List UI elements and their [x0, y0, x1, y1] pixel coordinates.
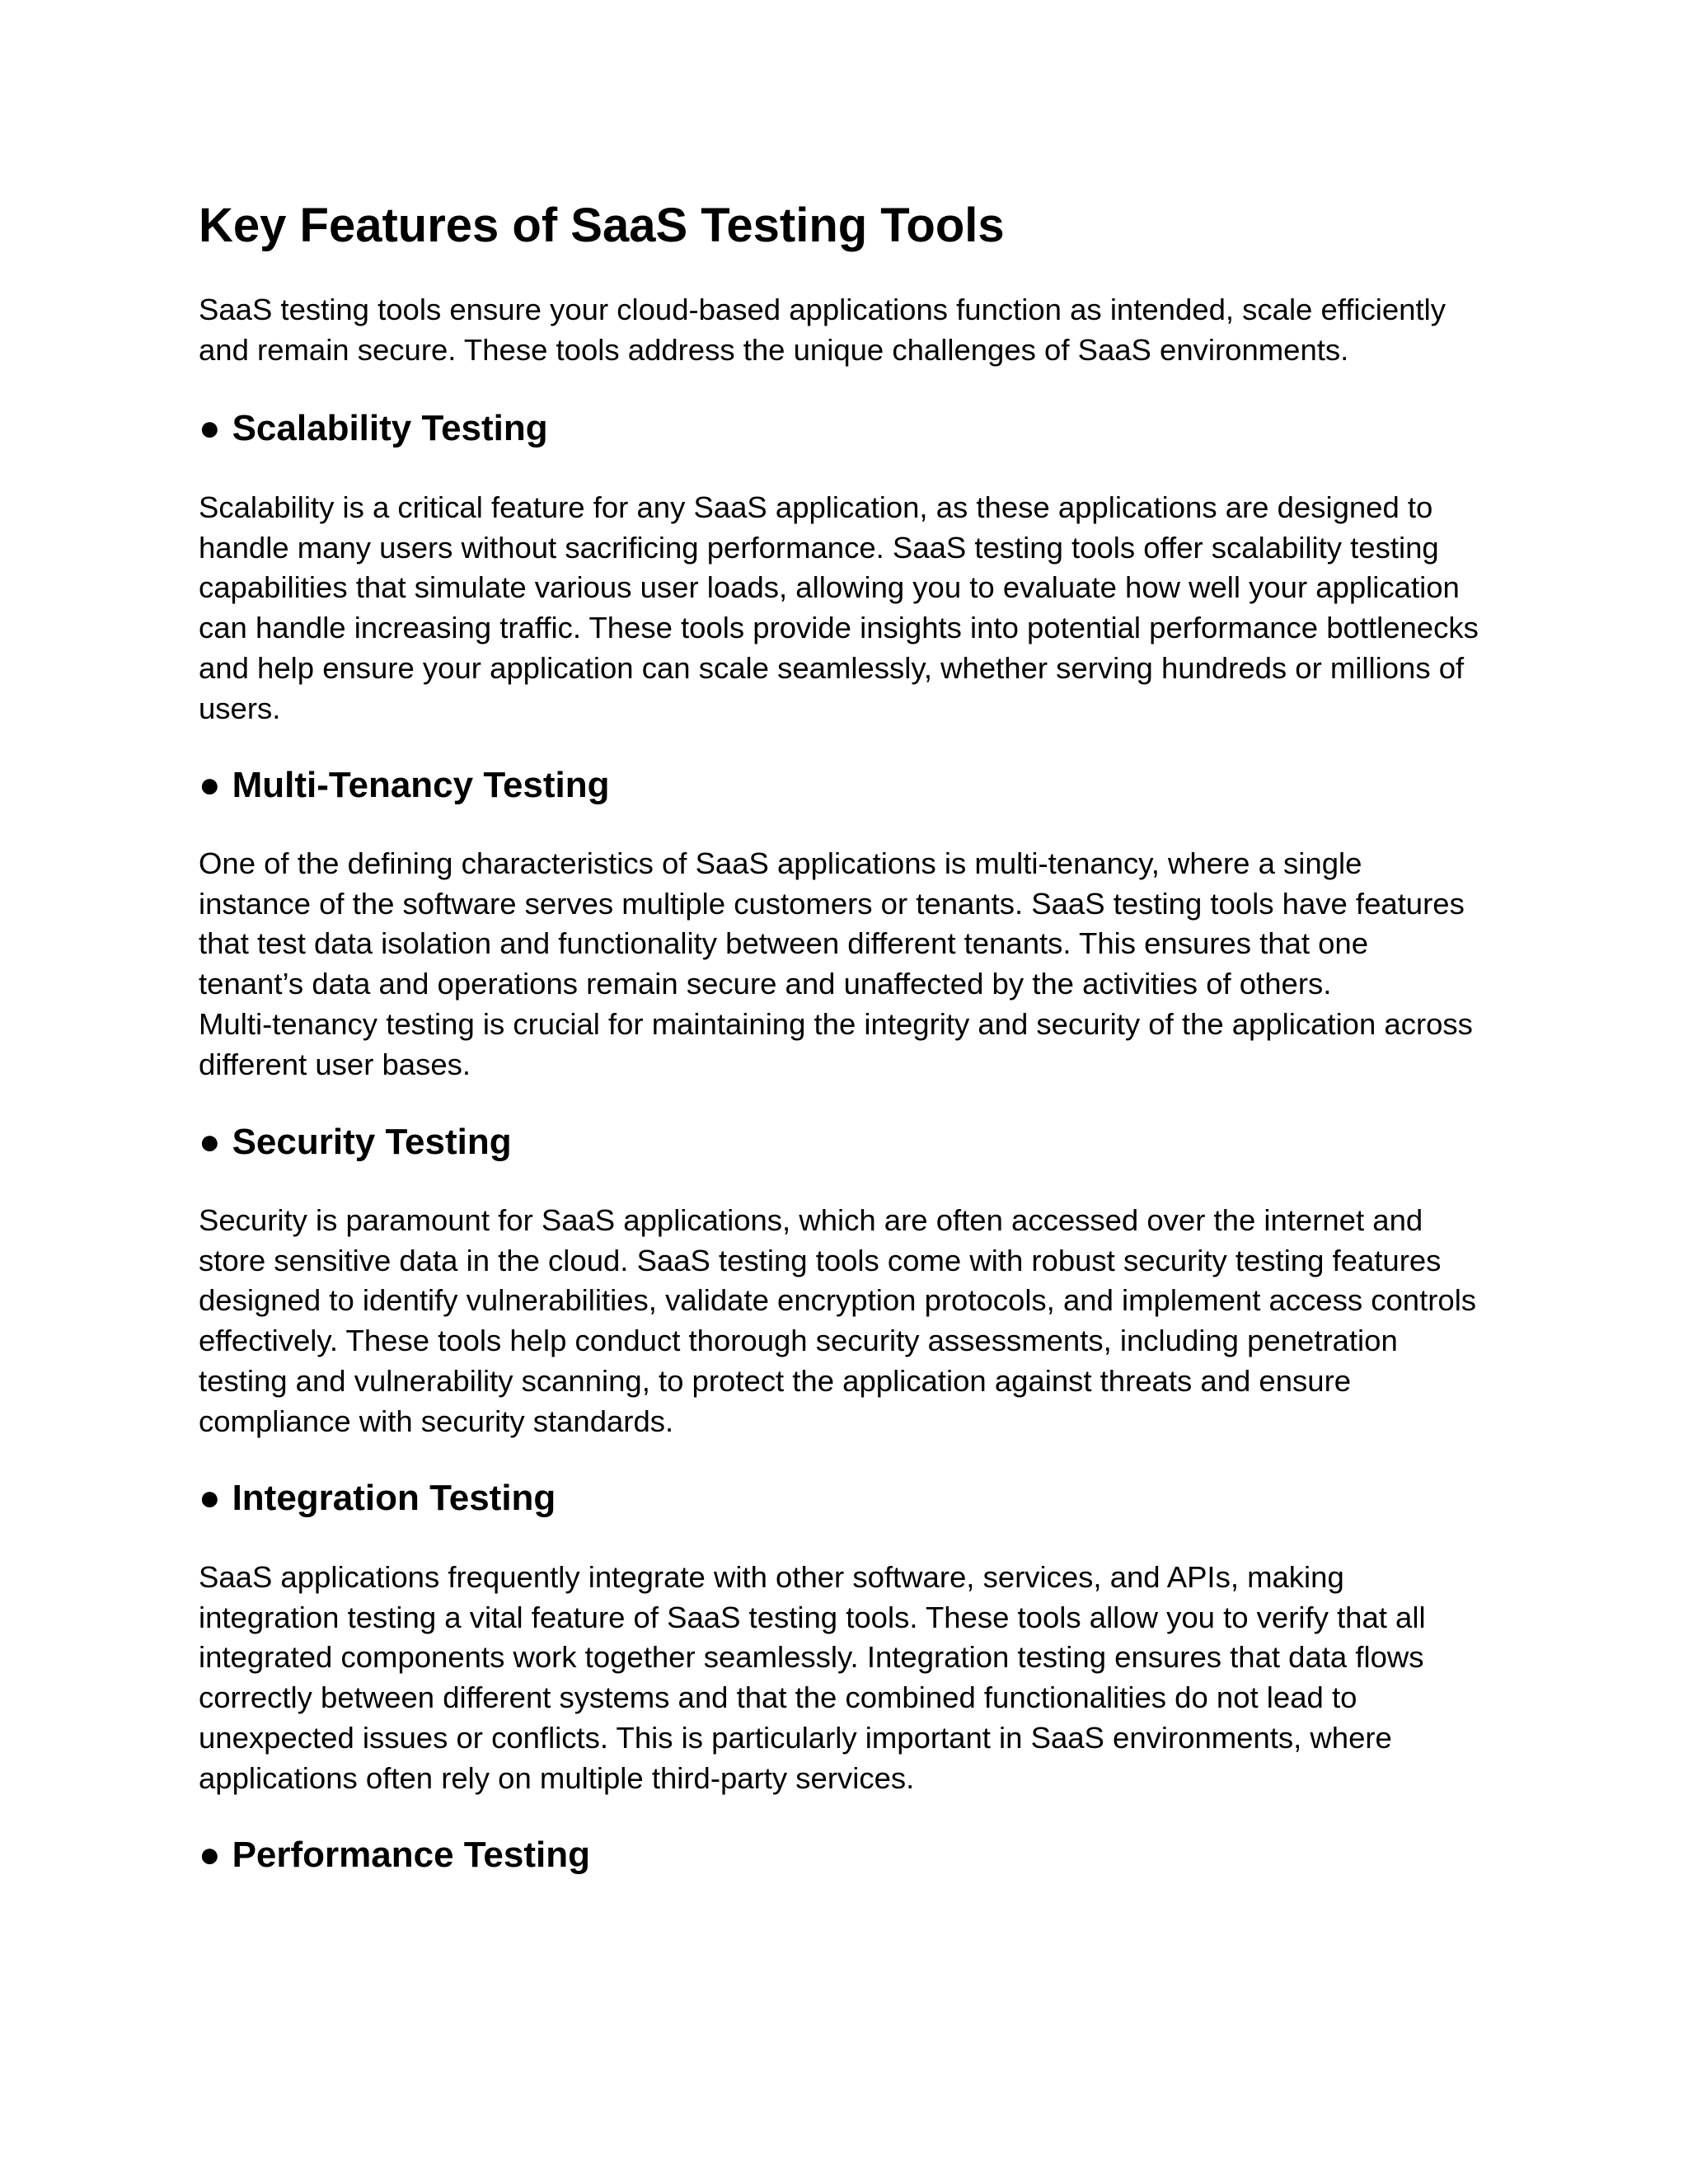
paragraph-line: Multi-tenancy testing is crucial for maintaining the integrity and security of the application across [199, 1006, 1473, 1041]
section-heading-security [199, 1119, 512, 1165]
paragraph-line: Scalability is a critical feature for any SaaS application, as these applications are designed to [199, 490, 1433, 524]
paragraph-line: users. [199, 691, 281, 725]
paragraph-line: store sensitive data in the cloud. SaaS testing tools come with robust security testing features [199, 1243, 1442, 1277]
section-paragraph-integration [199, 1558, 1501, 1798]
section-heading-text: Scalability Testing [232, 408, 548, 448]
section-heading-text: Security Testing [232, 1122, 512, 1162]
section-paragraph-security [199, 1201, 1501, 1441]
section-paragraph-multi-tenancy [199, 844, 1501, 1085]
paragraph-line: and help ensure your application can scale seamlessly, whether serving hundreds or millions of [199, 650, 1465, 685]
section-heading-scalability [199, 405, 548, 452]
section-heading-performance [199, 1832, 590, 1878]
document-title: Key Features of SaaS Testing Tools [199, 199, 1005, 252]
intro-line: and remain secure. These tools address the unique challenges of SaaS environments. [199, 332, 1349, 367]
paragraph-line: can handle increasing traffic. These tools provide insights into potential performance bottlenecks [199, 611, 1479, 645]
bullet-icon: ● [199, 1122, 221, 1162]
paragraph-line: handle many users without sacrificing performance. SaaS testing tools offer scalability testing [199, 530, 1439, 565]
intro-paragraph [199, 290, 1501, 370]
paragraph-line: different user bases. [199, 1047, 471, 1081]
section-heading-text: Integration Testing [232, 1478, 556, 1518]
paragraph-line: designed to identify vulnerabilities, validate encryption protocols, and implement access controls [199, 1283, 1477, 1318]
paragraph-line: effectively. These tools help conduct thorough security assessments, including penetration [199, 1324, 1398, 1358]
bullet-icon: ● [199, 1478, 221, 1518]
paragraph-line: testing and vulnerability scanning, to protect the application against threats and ensure [199, 1363, 1352, 1398]
section-heading-text: Multi-Tenancy Testing [232, 765, 610, 805]
bullet-icon: ● [199, 408, 221, 448]
section-heading-text: Performance Testing [232, 1835, 590, 1875]
section-paragraph-scalability [199, 488, 1501, 729]
paragraph-line: SaaS applications frequently integrate with other software, services, and APIs, making [199, 1560, 1344, 1594]
paragraph-line: One of the defining characteristics of SaaS applications is multi-tenancy, where a single [199, 846, 1362, 880]
paragraph-line: unexpected issues or conflicts. This is particularly important in SaaS environments, where [199, 1720, 1392, 1755]
paragraph-line: integrated components work together seamlessly. Integration testing ensures that data flows [199, 1640, 1424, 1675]
paragraph-line: Security is paramount for SaaS applications, which are often accessed over the internet and [199, 1203, 1423, 1237]
bullet-icon: ● [199, 765, 221, 805]
section-heading-integration [199, 1475, 556, 1521]
paragraph-line: compliance with security standards. [199, 1404, 674, 1438]
bullet-icon: ● [199, 1835, 221, 1875]
paragraph-line: that test data isolation and functionality between different tenants. This ensures that one [199, 926, 1369, 961]
intro-line: SaaS testing tools ensure your cloud-based applications function as intended, scale efficiently [199, 293, 1446, 326]
section-heading-multi-tenancy [199, 762, 610, 808]
paragraph-line: applications often rely on multiple third-party services. [199, 1760, 915, 1795]
paragraph-line: tenant’s data and operations remain secure and unaffected by the activities of others. [199, 967, 1332, 1001]
paragraph-line: instance of the software serves multiple customers or tenants. SaaS testing tools have features [199, 886, 1465, 921]
paragraph-line: capabilities that simulate various user loads, allowing you to evaluate how well your application [199, 570, 1460, 605]
paragraph-line: correctly between different systems and that the combined functionalities do not lead to [199, 1680, 1357, 1715]
paragraph-line: integration testing a vital feature of SaaS testing tools. These tools allow you to verify that all [199, 1600, 1426, 1634]
